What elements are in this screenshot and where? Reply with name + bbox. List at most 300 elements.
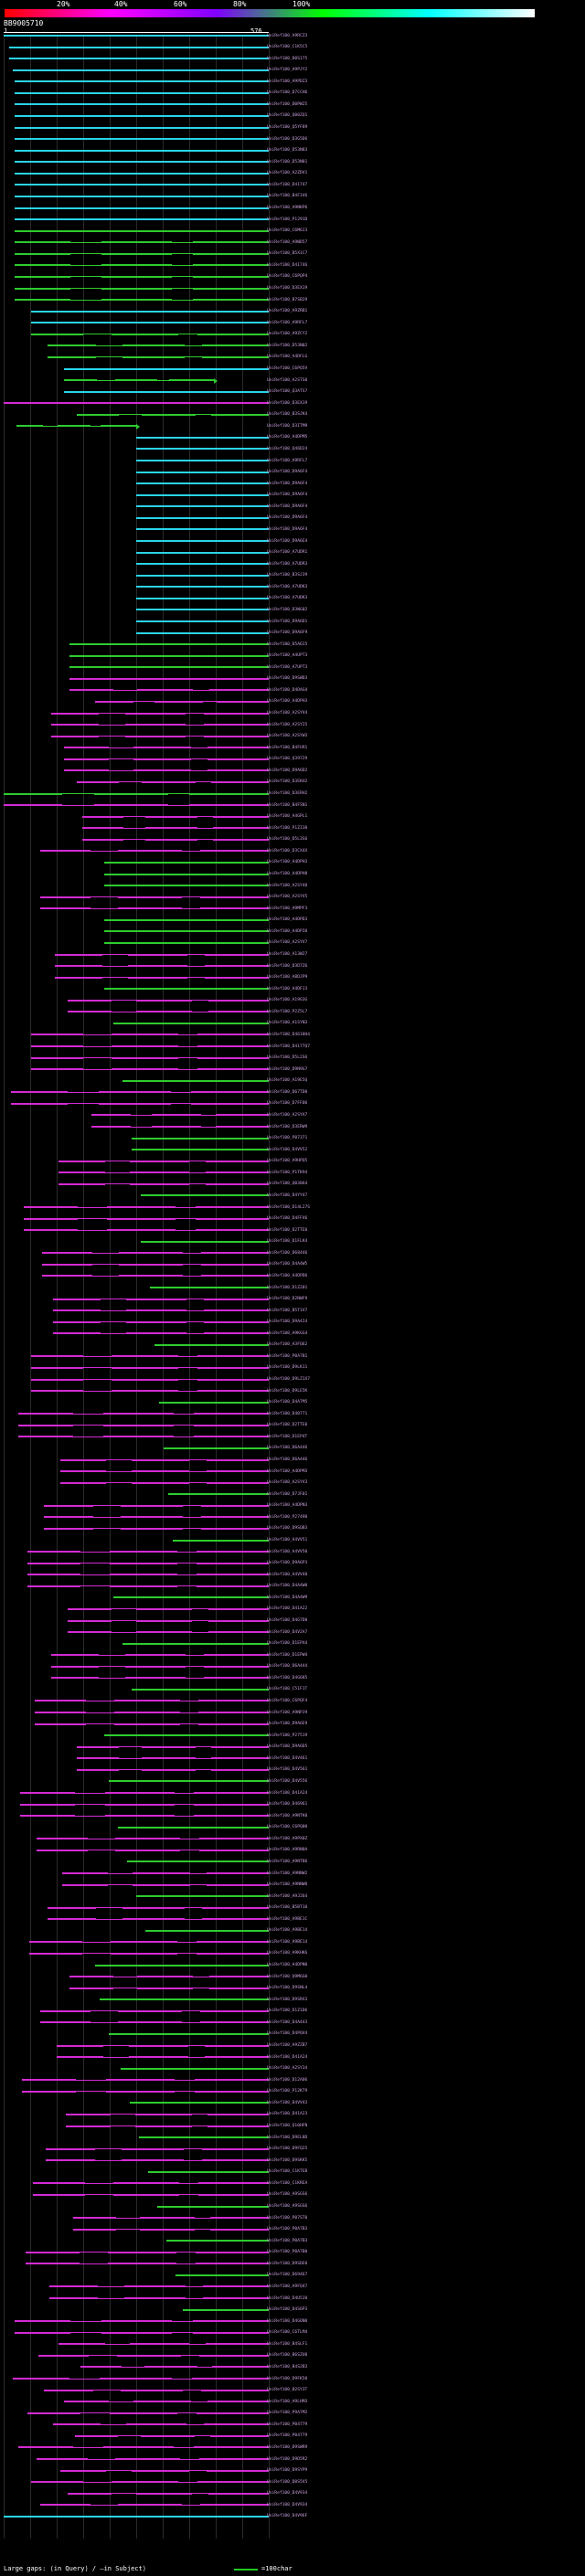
hit-bar[interactable] — [64, 747, 269, 748]
hit-bar[interactable] — [15, 138, 269, 140]
hit-bar[interactable] — [104, 919, 269, 921]
hit-bar[interactable] — [136, 448, 269, 450]
subject-label[interactable]: UniRef100_D4V934 — [267, 2502, 308, 2507]
hit-bar[interactable] — [64, 769, 269, 771]
hit-bar[interactable] — [95, 701, 269, 703]
subject-label[interactable]: UniRef100_C6PQF4 — [267, 1698, 308, 1703]
hit-bar[interactable] — [51, 1666, 269, 1668]
hit-bar[interactable] — [4, 793, 269, 795]
hit-bar[interactable] — [64, 379, 214, 381]
hit-bar[interactable] — [157, 2206, 269, 2208]
subject-label[interactable]: UniRef100_C6PQ00 — [267, 1825, 308, 1830]
hit-bar[interactable] — [15, 288, 269, 290]
hit-bar[interactable] — [48, 345, 269, 346]
hit-bar[interactable] — [136, 620, 269, 622]
hit-bar[interactable] — [136, 505, 269, 507]
hit-bar[interactable] — [60, 1459, 269, 1461]
subject-label[interactable]: UniRef100_P1291D — [267, 217, 308, 222]
subject-label[interactable]: UniRef100_A4DPH3 — [267, 699, 308, 705]
hit-bar[interactable] — [15, 253, 269, 255]
hit-bar[interactable] — [51, 713, 269, 715]
hit-bar[interactable] — [104, 885, 269, 886]
hit-bar[interactable] — [95, 1965, 269, 1966]
hit-bar[interactable] — [27, 2412, 269, 2414]
subject-label[interactable]: UniRef100_D4FFV6 — [267, 1216, 308, 1222]
subject-label[interactable]: UniRef100_A9SGS6 — [267, 2192, 308, 2198]
subject-label[interactable]: UniRef100_A19E5Q — [267, 1078, 308, 1084]
subject-label[interactable]: UniRef100_A1SYN3 — [267, 1021, 308, 1026]
subject-label[interactable]: UniRef100_D1FLK4 — [267, 1239, 308, 1245]
hit-bar[interactable] — [136, 437, 269, 439]
subject-label[interactable]: UniRef100_D1Z1D6 — [267, 2009, 308, 2014]
subject-label[interactable]: UniRef100_D9FK50 — [267, 2376, 308, 2381]
subject-label[interactable]: UniRef100_A9KGG4 — [267, 1330, 308, 1336]
hit-bar[interactable] — [132, 1149, 269, 1150]
hit-bar[interactable] — [15, 127, 269, 129]
subject-label[interactable]: UniRef100_B4FU91 — [267, 745, 308, 750]
hit-bar[interactable] — [57, 2056, 269, 2058]
subject-label[interactable]: UniRef100_A9PX0Z — [267, 1836, 308, 1841]
hit-bar[interactable] — [22, 2091, 269, 2093]
hit-bar[interactable] — [9, 58, 269, 59]
subject-label[interactable]: UniRef100_D9A6F4 — [267, 526, 308, 532]
hit-bar[interactable] — [139, 2136, 269, 2138]
subject-label[interactable]: UniRef100_A9RN0A — [267, 1848, 308, 1853]
subject-label[interactable]: UniRef100_A2SYV4 — [267, 711, 308, 716]
hit-bar[interactable] — [53, 1332, 269, 1334]
hit-bar[interactable] — [16, 425, 136, 427]
hit-bar[interactable] — [31, 311, 269, 313]
hit-bar[interactable] — [18, 1425, 269, 1426]
subject-label[interactable]: UniRef100_A4DPI0 — [267, 928, 308, 934]
hit-bar[interactable] — [148, 2171, 269, 2173]
subject-label[interactable]: UniRef100_Q39729 — [267, 757, 308, 762]
subject-label[interactable]: UniRef100_A2SY34 — [267, 2066, 308, 2072]
hit-bar[interactable] — [69, 1988, 269, 1989]
subject-label[interactable]: UniRef100_A9BE14 — [267, 1939, 308, 1945]
hit-bar[interactable] — [113, 1596, 269, 1598]
subject-label[interactable]: UniRef100_A4VV48 — [267, 1572, 308, 1577]
subject-label[interactable]: UniRef100_A9ZZB7 — [267, 2043, 308, 2049]
subject-label[interactable]: UniRef100_B5X1C7 — [267, 251, 308, 257]
hit-bar[interactable] — [31, 1355, 269, 1357]
subject-label[interactable]: UniRef100_C6M6J3 — [267, 228, 308, 234]
hit-bar[interactable] — [55, 977, 269, 979]
subject-label[interactable]: UniRef100_D12A06 — [267, 2077, 308, 2083]
subject-label[interactable]: UniRef100_D53N81 — [267, 159, 308, 164]
subject-label[interactable]: UniRef100_A9NTK0 — [267, 1813, 308, 1818]
subject-label[interactable]: UniRef100_B4S2B3 — [267, 2364, 308, 2369]
subject-label[interactable]: UniRef100_A9MPF3 — [267, 906, 308, 911]
subject-label[interactable]: UniRef100_D1EP4T — [267, 1434, 308, 1439]
hit-bar[interactable] — [64, 391, 269, 393]
subject-label[interactable]: UniRef100_D9A6D2 — [267, 768, 308, 773]
subject-label[interactable]: UniRef100_A4UPT3 — [267, 653, 308, 659]
subject-label[interactable]: UniRef100_C6PQ5V — [267, 366, 308, 371]
hit-bar[interactable] — [73, 2229, 269, 2231]
subject-label[interactable]: UniRef100_A9BE14 — [267, 1928, 308, 1934]
subject-label[interactable]: UniRef100_A2ZDV1 — [267, 171, 308, 176]
subject-label[interactable]: UniRef100_B3SJ39 — [267, 573, 308, 578]
subject-label[interactable]: UniRef100_B4FSN1 — [267, 802, 308, 808]
hit-bar[interactable] — [58, 1183, 269, 1185]
subject-label[interactable]: UniRef100_A9NPJ9 — [267, 1710, 308, 1715]
subject-label[interactable]: UniRef100_A4DPD3 — [267, 917, 308, 923]
hit-bar[interactable] — [113, 1023, 269, 1024]
hit-bar[interactable] — [15, 276, 269, 278]
subject-label[interactable]: UniRef100_B4F1V6 — [267, 194, 308, 199]
subject-label[interactable]: UniRef100_C1KREA — [267, 2180, 308, 2186]
hit-bar[interactable] — [15, 230, 269, 232]
hit-bar[interactable] — [11, 1091, 269, 1093]
hit-bar[interactable] — [69, 643, 269, 645]
hit-bar[interactable] — [145, 1930, 269, 1932]
subject-label[interactable]: UniRef100_A9RFL7 — [267, 320, 308, 325]
hit-bar[interactable] — [104, 874, 269, 875]
hit-bar[interactable] — [24, 1218, 269, 1220]
hit-bar[interactable] — [100, 1998, 269, 2000]
hit-bar[interactable] — [15, 92, 269, 94]
hit-bar[interactable] — [57, 2045, 269, 2047]
hit-bar[interactable] — [104, 930, 269, 932]
hit-bar[interactable] — [130, 2102, 269, 2104]
subject-label[interactable]: UniRef100_D9A6E9 — [267, 1722, 308, 1727]
hit-bar[interactable] — [15, 2320, 269, 2322]
hit-bar[interactable] — [69, 1976, 269, 1977]
hit-bar[interactable] — [80, 2366, 269, 2368]
hit-bar[interactable] — [69, 655, 269, 657]
subject-label[interactable]: UniRef100_A4DPH8 — [267, 872, 308, 877]
subject-label[interactable]: UniRef100_A4DPN3 — [267, 1503, 308, 1509]
hit-bar[interactable] — [15, 264, 269, 266]
hit-bar[interactable] — [136, 586, 269, 588]
hit-bar[interactable] — [104, 1734, 269, 1736]
subject-label[interactable]: UniRef100_A9NNW0 — [267, 1882, 308, 1888]
subject-label[interactable]: UniRef100_D9LE5K — [267, 1388, 308, 1394]
subject-label[interactable]: UniRef100_C1K5C5 — [267, 45, 308, 50]
hit-bar[interactable] — [136, 517, 269, 519]
subject-label[interactable]: UniRef100_D41A22 — [267, 1606, 308, 1612]
subject-label[interactable]: UniRef100_A9SGS6 — [267, 2204, 308, 2209]
subject-label[interactable]: UniRef100_P0A7B0 — [267, 2250, 308, 2255]
hit-bar[interactable] — [58, 1161, 269, 1162]
subject-label[interactable]: UniRef100_D4PQV4 — [267, 2031, 308, 2037]
hit-bar[interactable] — [68, 1000, 269, 1002]
hit-bar[interactable] — [136, 1895, 269, 1897]
hit-bar[interactable] — [48, 1918, 269, 1920]
subject-label[interactable]: UniRef100_D5L2S6 — [267, 1055, 308, 1061]
subject-label[interactable]: UniRef100_A9WD57 — [267, 239, 308, 245]
subject-label[interactable]: UniRef100_A2SYV5 — [267, 895, 308, 900]
hit-bar[interactable] — [35, 1712, 269, 1713]
hit-bar[interactable] — [58, 2343, 269, 2345]
subject-label[interactable]: UniRef100_A7UDK3 — [267, 584, 308, 589]
hit-bar[interactable] — [31, 1034, 269, 1035]
hit-bar[interactable] — [4, 2516, 269, 2518]
hit-bar[interactable] — [4, 35, 269, 37]
hit-bar[interactable] — [37, 2458, 269, 2460]
hit-bar[interactable] — [91, 1114, 269, 1116]
subject-label[interactable]: UniRef100_D4YY47 — [267, 1193, 308, 1198]
subject-label[interactable]: UniRef100_D2NWF9 — [267, 1297, 308, 1302]
hit-bar[interactable] — [44, 1516, 269, 1518]
subject-label[interactable]: UniRef100_A19G3G — [267, 998, 308, 1003]
hit-bar[interactable] — [166, 2240, 269, 2242]
subject-label[interactable]: UniRef100_A9NNW2 — [267, 1871, 308, 1876]
subject-label[interactable]: UniRef100_P04779 — [267, 2422, 308, 2427]
subject-label[interactable]: UniRef100_B6SZU0 — [267, 2353, 308, 2359]
hit-bar[interactable] — [122, 1080, 269, 1082]
hit-bar[interactable] — [136, 540, 269, 542]
subject-label[interactable]: UniRef100_P04779 — [267, 2433, 308, 2439]
subject-label[interactable]: UniRef100_D4V96F — [267, 2514, 308, 2519]
hit-bar[interactable] — [68, 1011, 269, 1012]
subject-label[interactable]: UniRef100_D3CX4X — [267, 848, 308, 853]
subject-label[interactable]: UniRef100_D9LZ1X7 — [267, 1377, 311, 1383]
subject-label[interactable]: UniRef100_P0A7B3 — [267, 2238, 308, 2243]
subject-label[interactable]: UniRef100_B3SJK4 — [267, 412, 308, 418]
subject-label[interactable]: UniRef100_B7SB29 — [267, 297, 308, 302]
subject-label[interactable]: UniRef100_A9PJY2 — [267, 68, 308, 73]
hit-bar[interactable] — [159, 1402, 269, 1404]
subject-label[interactable]: UniRef100_A9NTB6 — [267, 1859, 308, 1864]
hit-bar[interactable] — [35, 1700, 269, 1701]
hit-bar[interactable] — [15, 184, 269, 186]
hit-bar[interactable] — [33, 2182, 269, 2184]
subject-label[interactable]: UniRef100_D9FQ25 — [267, 2147, 308, 2152]
hit-bar[interactable] — [44, 1505, 269, 1507]
hit-bar[interactable] — [15, 115, 269, 117]
subject-label[interactable]: UniRef100_D4A4W5 — [267, 1262, 308, 1267]
subject-label[interactable]: UniRef100_D3G5D6 — [267, 136, 308, 142]
hit-bar[interactable] — [62, 1872, 269, 1874]
hit-bar[interactable] — [122, 1643, 269, 1645]
hit-bar[interactable] — [58, 1171, 269, 1173]
hit-bar[interactable] — [15, 150, 269, 152]
subject-label[interactable]: UniRef100_A4GPL1 — [267, 814, 308, 820]
hit-bar[interactable] — [29, 1953, 269, 1955]
hit-bar[interactable] — [31, 1390, 269, 1392]
subject-label[interactable]: UniRef100_D6A446 — [267, 1446, 308, 1451]
subject-label[interactable]: UniRef100_A9J264 — [267, 1893, 308, 1899]
hit-bar[interactable] — [77, 1769, 269, 1771]
hit-bar[interactable] — [4, 804, 269, 806]
subject-label[interactable]: UniRef100_D4VV43 — [267, 2100, 308, 2105]
hit-bar[interactable] — [27, 1551, 269, 1553]
subject-label[interactable]: UniRef100_A4DPM5 — [267, 435, 308, 440]
subject-label[interactable]: UniRef100_A4DFJ3 — [267, 986, 308, 991]
subject-label[interactable]: UniRef100_A7UDR3 — [267, 561, 308, 567]
subject-label[interactable]: UniRef100_Q9M6G0 — [267, 1974, 308, 1979]
hit-bar[interactable] — [55, 965, 269, 967]
subject-label[interactable]: UniRef100_P1ZI30 — [267, 825, 308, 831]
subject-label[interactable]: UniRef100_Q5YF89 — [267, 125, 308, 131]
subject-label[interactable]: UniRef100_D4S6P3 — [267, 2307, 308, 2313]
subject-label[interactable]: UniRef100_D4618H4 — [267, 1032, 311, 1037]
hit-bar[interactable] — [82, 839, 269, 841]
hit-bar[interactable] — [53, 2423, 269, 2425]
subject-label[interactable]: UniRef100_D7FF06 — [267, 1101, 308, 1107]
hit-bar[interactable] — [35, 1723, 269, 1725]
subject-label[interactable]: UniRef100_P2Z5L7 — [267, 1009, 308, 1014]
subject-label[interactable]: UniRef100_A9LHM3 — [267, 2399, 308, 2404]
hit-bar[interactable] — [53, 1299, 269, 1300]
hit-bar[interactable] — [46, 2159, 269, 2161]
hit-bar[interactable] — [31, 334, 269, 335]
hit-bar[interactable] — [136, 563, 269, 565]
subject-label[interactable]: UniRef100_D9A6F4 — [267, 481, 308, 486]
subject-label[interactable]: UniRef100_D9A6F4 — [267, 515, 308, 521]
subject-label[interactable]: UniRef100_D5L3S6 — [267, 837, 308, 843]
subject-label[interactable]: UniRef100_D7JF01 — [267, 1491, 308, 1497]
hit-bar[interactable] — [48, 356, 269, 358]
subject-label[interactable]: UniRef100_D4V461 — [267, 1755, 308, 1761]
hit-bar[interactable] — [53, 1309, 269, 1311]
subject-label[interactable]: UniRef100_A2SY25 — [267, 722, 308, 727]
hit-bar[interactable] — [9, 47, 269, 48]
subject-label[interactable]: UniRef100_D4V561 — [267, 1767, 308, 1773]
subject-label[interactable]: UniRef100_Q3ATS7 — [267, 389, 308, 395]
subject-label[interactable]: UniRef100_A9HPQ5 — [267, 1159, 308, 1164]
hit-bar[interactable] — [51, 1677, 269, 1679]
hit-bar[interactable] — [49, 2297, 269, 2299]
subject-label[interactable]: UniRef100_D9A6D5 — [267, 1744, 308, 1750]
hit-bar[interactable] — [15, 173, 269, 175]
subject-label[interactable]: UniRef100_A9ZRB1 — [267, 309, 308, 314]
subject-label[interactable]: UniRef100_D9EL8D — [267, 2135, 308, 2140]
subject-label[interactable]: UniRef100_D4A443 — [267, 2019, 308, 2025]
hit-bar[interactable] — [37, 1850, 269, 1851]
hit-bar[interactable] — [40, 2010, 269, 2012]
subject-label[interactable]: UniRef100_D9SRX3 — [267, 1997, 308, 2002]
subject-label[interactable]: UniRef100_D6A444 — [267, 1664, 308, 1670]
subject-label[interactable]: UniRef100_D3ITM9 — [267, 423, 308, 429]
hit-bar[interactable] — [82, 827, 269, 829]
subject-label[interactable]: UniRef100_D9A6F4 — [267, 504, 308, 509]
hit-bar[interactable] — [20, 1815, 269, 1817]
hit-bar[interactable] — [40, 850, 269, 852]
hit-bar[interactable] — [33, 2194, 269, 2196]
subject-label[interactable]: UniRef100_A4VV51 — [267, 1538, 308, 1542]
hit-bar[interactable] — [48, 1907, 269, 1909]
subject-label[interactable]: UniRef100_A4DPM3 — [267, 1468, 308, 1474]
hit-bar[interactable] — [66, 2125, 269, 2127]
hit-bar[interactable] — [26, 2263, 269, 2264]
subject-label[interactable]: UniRef100_D9SKK5 — [267, 2157, 308, 2163]
subject-label[interactable]: UniRef100_D4VV52 — [267, 1147, 308, 1152]
hit-bar[interactable] — [24, 1206, 269, 1208]
subject-label[interactable]: UniRef100_D7CCH6 — [267, 90, 308, 96]
subject-label[interactable]: UniRef100_D9A6F4 — [267, 470, 308, 475]
hit-bar[interactable] — [136, 552, 269, 554]
hit-bar[interactable] — [104, 862, 269, 864]
hit-bar[interactable] — [168, 1493, 269, 1495]
subject-label[interactable]: UniRef100_D9SNL4 — [267, 1986, 308, 1991]
hit-bar[interactable] — [11, 1103, 269, 1105]
hit-bar[interactable] — [69, 666, 269, 668]
hit-bar[interactable] — [150, 1287, 269, 1288]
subject-label[interactable]: UniRef100_D9SYP9 — [267, 2468, 308, 2474]
hit-bar[interactable] — [31, 1045, 269, 1047]
hit-bar[interactable] — [136, 460, 269, 461]
subject-label[interactable]: UniRef100_D9SWD3 — [267, 676, 308, 682]
hit-bar[interactable] — [46, 2148, 269, 2150]
subject-label[interactable]: UniRef100_D9SDE0 — [267, 2261, 308, 2266]
subject-label[interactable]: UniRef100_B5BT10 — [267, 1905, 308, 1911]
hit-bar[interactable] — [64, 758, 269, 760]
hit-bar[interactable] — [15, 2332, 269, 2334]
hit-bar[interactable] — [15, 207, 269, 209]
hit-bar[interactable] — [109, 2033, 269, 2035]
subject-label[interactable]: UniRef100_P1TK94 — [267, 1170, 308, 1175]
subject-label[interactable]: UniRef100_D4G6N0 — [267, 2318, 308, 2324]
subject-label[interactable]: UniRef100_D4A4W0 — [267, 1584, 308, 1589]
hit-bar[interactable] — [91, 1126, 269, 1128]
hit-bar[interactable] — [118, 1827, 269, 1829]
hit-bar[interactable] — [64, 2401, 269, 2402]
subject-label[interactable]: UniRef100_D9A6F9 — [267, 631, 308, 636]
subject-label[interactable]: UniRef100_P07371 — [267, 1136, 308, 1141]
subject-label[interactable]: UniRef100_P0A7B3 — [267, 2227, 308, 2232]
subject-label[interactable]: UniRef100_A2SYW3 — [267, 734, 308, 739]
subject-label[interactable]: UniRef100_Q46D24 — [267, 446, 308, 451]
subject-label[interactable]: UniRef100_A2SYV7 — [267, 940, 308, 946]
hit-bar[interactable] — [77, 1746, 269, 1748]
hit-bar[interactable] — [136, 609, 269, 610]
hit-bar[interactable] — [136, 472, 269, 473]
subject-label[interactable]: UniRef100_D67TD0 — [267, 1089, 308, 1095]
hit-bar[interactable] — [13, 2378, 269, 2380]
subject-label[interactable]: UniRef100_P9A7M2 — [267, 2411, 308, 2416]
subject-label[interactable]: UniRef100_D9D5R2 — [267, 2456, 308, 2462]
hit-bar[interactable] — [173, 1540, 269, 1542]
hit-bar[interactable] — [136, 632, 269, 634]
subject-label[interactable]: UniRef100_D2TTE0 — [267, 1423, 308, 1428]
hit-bar[interactable] — [136, 528, 269, 530]
subject-label[interactable]: UniRef100_D41746 — [267, 262, 308, 268]
subject-label[interactable]: UniRef100_A9BE1C — [267, 1916, 308, 1922]
hit-bar[interactable] — [31, 1379, 269, 1381]
subject-label[interactable]: UniRef100_D4U5J0 — [267, 2295, 308, 2301]
hit-bar[interactable] — [60, 2470, 269, 2472]
subject-label[interactable]: UniRef100_B4SLF1 — [267, 2341, 308, 2347]
subject-label[interactable]: UniRef100_A9ZCY2 — [267, 332, 308, 337]
subject-label[interactable]: UniRef100_C1KTEB — [267, 2169, 308, 2175]
hit-bar[interactable] — [136, 598, 269, 599]
hit-bar[interactable] — [121, 2068, 269, 2070]
hit-bar[interactable] — [4, 402, 269, 404]
subject-label[interactable]: UniRef100_D4DAG4 — [267, 687, 308, 693]
subject-label[interactable]: UniRef100_A4DPD6 — [267, 1273, 308, 1278]
hit-bar[interactable] — [183, 2309, 269, 2311]
subject-label[interactable]: UniRef100_D4G685 — [267, 1675, 308, 1680]
hit-bar[interactable] — [31, 1367, 269, 1369]
subject-label[interactable]: UniRef100_A2STS0 — [267, 377, 308, 383]
subject-label[interactable]: UniRef100_D4G7D8 — [267, 1618, 308, 1623]
subject-label[interactable]: UniRef100_D0S5V5 — [267, 2479, 308, 2485]
hit-bar[interactable] — [27, 1574, 269, 1575]
subject-label[interactable]: UniRef100_A4DPH3 — [267, 860, 308, 865]
hit-bar[interactable] — [15, 161, 269, 163]
hit-bar[interactable] — [60, 1470, 269, 1472]
hit-bar[interactable] — [31, 322, 269, 323]
hit-bar[interactable] — [42, 1252, 269, 1254]
hit-bar[interactable] — [31, 1057, 269, 1059]
subject-label[interactable]: UniRef100_D5A6I5 — [267, 641, 308, 647]
subject-label[interactable]: UniRef100_A4DFLG — [267, 355, 308, 360]
subject-label[interactable]: UniRef100_D4177Q7 — [267, 1044, 311, 1049]
subject-label[interactable]: UniRef100_D14L27S — [267, 1204, 311, 1210]
